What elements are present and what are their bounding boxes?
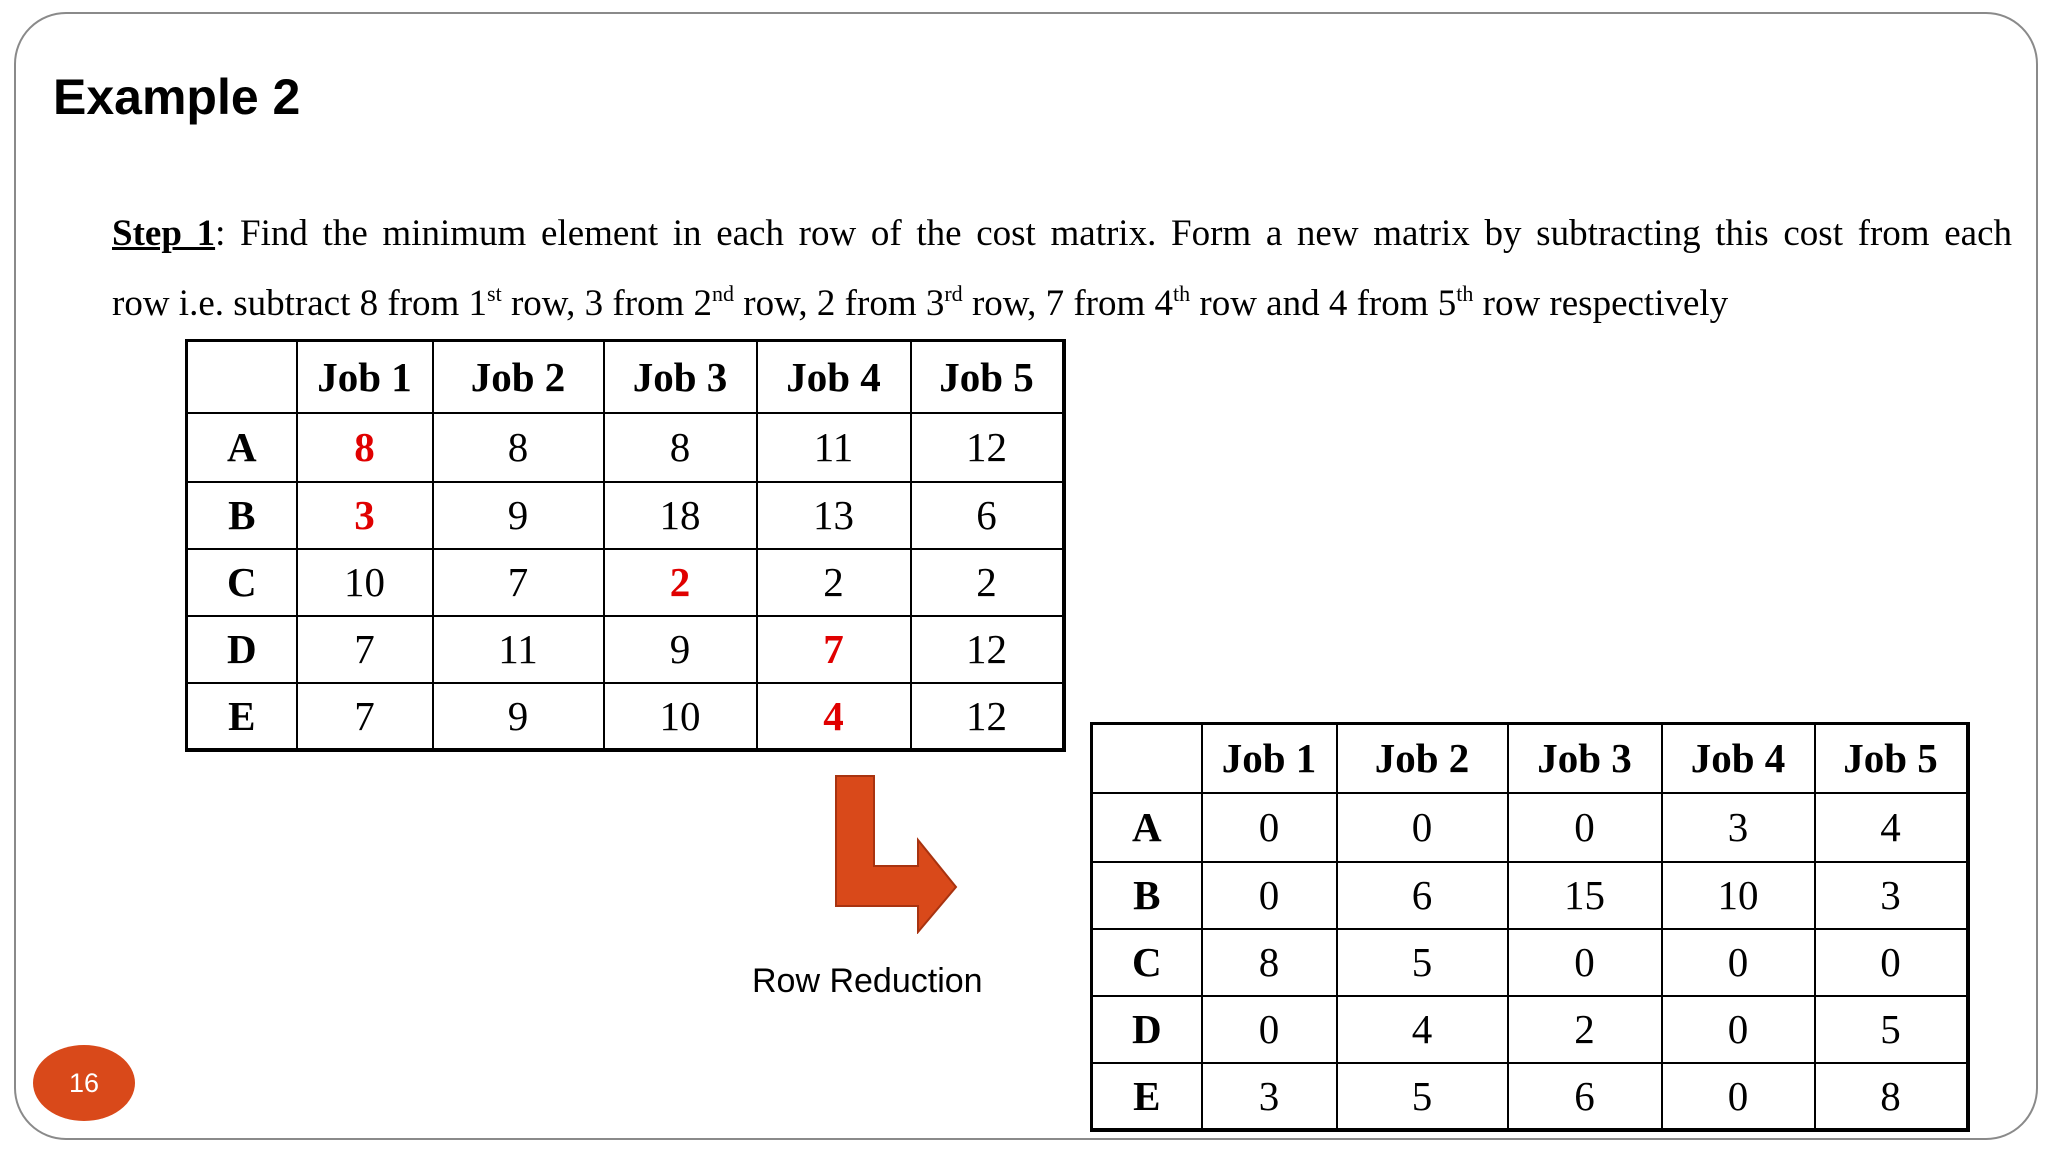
table-row (187, 549, 1064, 616)
row-label: E (1092, 1063, 1202, 1130)
step-label: Step 1 (112, 213, 216, 254)
table-cell: 7 (297, 616, 433, 683)
row-label: E (187, 683, 297, 750)
table-cell: 0 (1662, 929, 1815, 996)
step-text: : Find the minimum element in each row of the cost matrix. Form a new matrix by subtracting this cost from each (215, 213, 2012, 254)
corner-cell (1092, 724, 1202, 793)
row-minimum-cell: 4 (757, 683, 911, 750)
table-cell: 0 (1202, 793, 1337, 862)
table-cell: 5 (1337, 929, 1508, 996)
table-row (187, 616, 1064, 683)
table-header-row (1092, 724, 1968, 793)
step-description-line2 (112, 281, 2012, 325)
line2-text: row and 4 from 5 (1190, 283, 1457, 324)
cost-matrix-table (185, 339, 1066, 752)
column-header: Job 5 (1815, 724, 1968, 793)
table-cell: 9 (433, 482, 604, 549)
table-cell: 12 (911, 413, 1064, 482)
bent-arrow-icon (834, 774, 958, 934)
table-row (187, 683, 1064, 750)
table-cell: 0 (1508, 793, 1662, 862)
column-header: Job 2 (1337, 724, 1508, 793)
reduced-matrix-table (1090, 722, 1970, 1132)
table-cell: 13 (757, 482, 911, 549)
row-minimum-cell: 7 (757, 616, 911, 683)
table-cell: 2 (911, 549, 1064, 616)
row-label: A (187, 413, 297, 482)
row-label: A (1092, 793, 1202, 862)
ordinal-suffix: nd (712, 281, 735, 306)
row-label: D (187, 616, 297, 683)
table-cell: 15 (1508, 862, 1662, 929)
table-cell: 2 (757, 549, 911, 616)
table-cell: 3 (1815, 862, 1968, 929)
line2-text: row, 2 from 3 (734, 283, 945, 324)
ordinal-suffix: th (1173, 281, 1191, 306)
column-header: Job 4 (757, 341, 911, 413)
table-cell: 10 (1662, 862, 1815, 929)
row-label: B (1092, 862, 1202, 929)
line2-text: row i.e. subtract 8 from 1 (112, 283, 488, 324)
table-row (1092, 1063, 1968, 1130)
row-minimum-cell: 2 (604, 549, 757, 616)
column-header: Job 4 (1662, 724, 1815, 793)
table-cell: 3 (1202, 1063, 1337, 1130)
table-row (1092, 929, 1968, 996)
table-cell: 0 (1508, 929, 1662, 996)
table-cell: 0 (1815, 929, 1968, 996)
step-description-line1 (112, 212, 2012, 255)
table-row (1092, 862, 1968, 929)
table-cell: 18 (604, 482, 757, 549)
table-cell: 7 (433, 549, 604, 616)
table-cell: 4 (1337, 996, 1508, 1063)
column-header: Job 3 (604, 341, 757, 413)
table-cell: 10 (604, 683, 757, 750)
table-cell: 12 (911, 616, 1064, 683)
table-cell: 4 (1815, 793, 1968, 862)
table-cell: 5 (1815, 996, 1968, 1063)
page-number-badge: 16 (33, 1045, 135, 1121)
corner-cell (187, 341, 297, 413)
table-cell: 3 (1662, 793, 1815, 862)
table-cell: 11 (433, 616, 604, 683)
table-cell: 8 (1202, 929, 1337, 996)
table-cell: 8 (604, 413, 757, 482)
table-row (187, 413, 1064, 482)
column-header: Job 3 (1508, 724, 1662, 793)
table-cell: 2 (1508, 996, 1662, 1063)
column-header: Job 1 (297, 341, 433, 413)
line2-text: row, 3 from 2 (501, 283, 713, 324)
column-header: Job 1 (1202, 724, 1337, 793)
row-label: C (1092, 929, 1202, 996)
ordinal-suffix: rd (944, 281, 963, 306)
row-reduction-label: Row Reduction (752, 962, 983, 1000)
table-cell: 9 (433, 683, 604, 750)
table-cell: 6 (1508, 1063, 1662, 1130)
row-minimum-cell: 3 (297, 482, 433, 549)
table-cell: 6 (1337, 862, 1508, 929)
row-minimum-cell: 8 (297, 413, 433, 482)
table-cell: 10 (297, 549, 433, 616)
table-cell: 0 (1662, 996, 1815, 1063)
row-label: C (187, 549, 297, 616)
table-row (187, 482, 1064, 549)
row-label: B (187, 482, 297, 549)
table-header-row (187, 341, 1064, 413)
column-header: Job 2 (433, 341, 604, 413)
table-cell: 6 (911, 482, 1064, 549)
table-cell: 8 (433, 413, 604, 482)
table-cell: 7 (297, 683, 433, 750)
line2-text: row respectively (1473, 283, 1729, 324)
table-cell: 12 (911, 683, 1064, 750)
column-header: Job 5 (911, 341, 1064, 413)
table-cell: 0 (1662, 1063, 1815, 1130)
row-label: D (1092, 996, 1202, 1063)
table-row (1092, 793, 1968, 862)
table-cell: 0 (1337, 793, 1508, 862)
table-row (1092, 996, 1968, 1063)
table-cell: 11 (757, 413, 911, 482)
table-cell: 0 (1202, 862, 1337, 929)
line2-text: row, 7 from 4 (962, 283, 1173, 324)
ordinal-suffix: st (487, 281, 502, 306)
ordinal-suffix: th (1456, 281, 1474, 306)
table-cell: 5 (1337, 1063, 1508, 1130)
table-cell: 8 (1815, 1063, 1968, 1130)
slide-title: Example 2 (53, 69, 301, 125)
table-cell: 9 (604, 616, 757, 683)
table-cell: 0 (1202, 996, 1337, 1063)
